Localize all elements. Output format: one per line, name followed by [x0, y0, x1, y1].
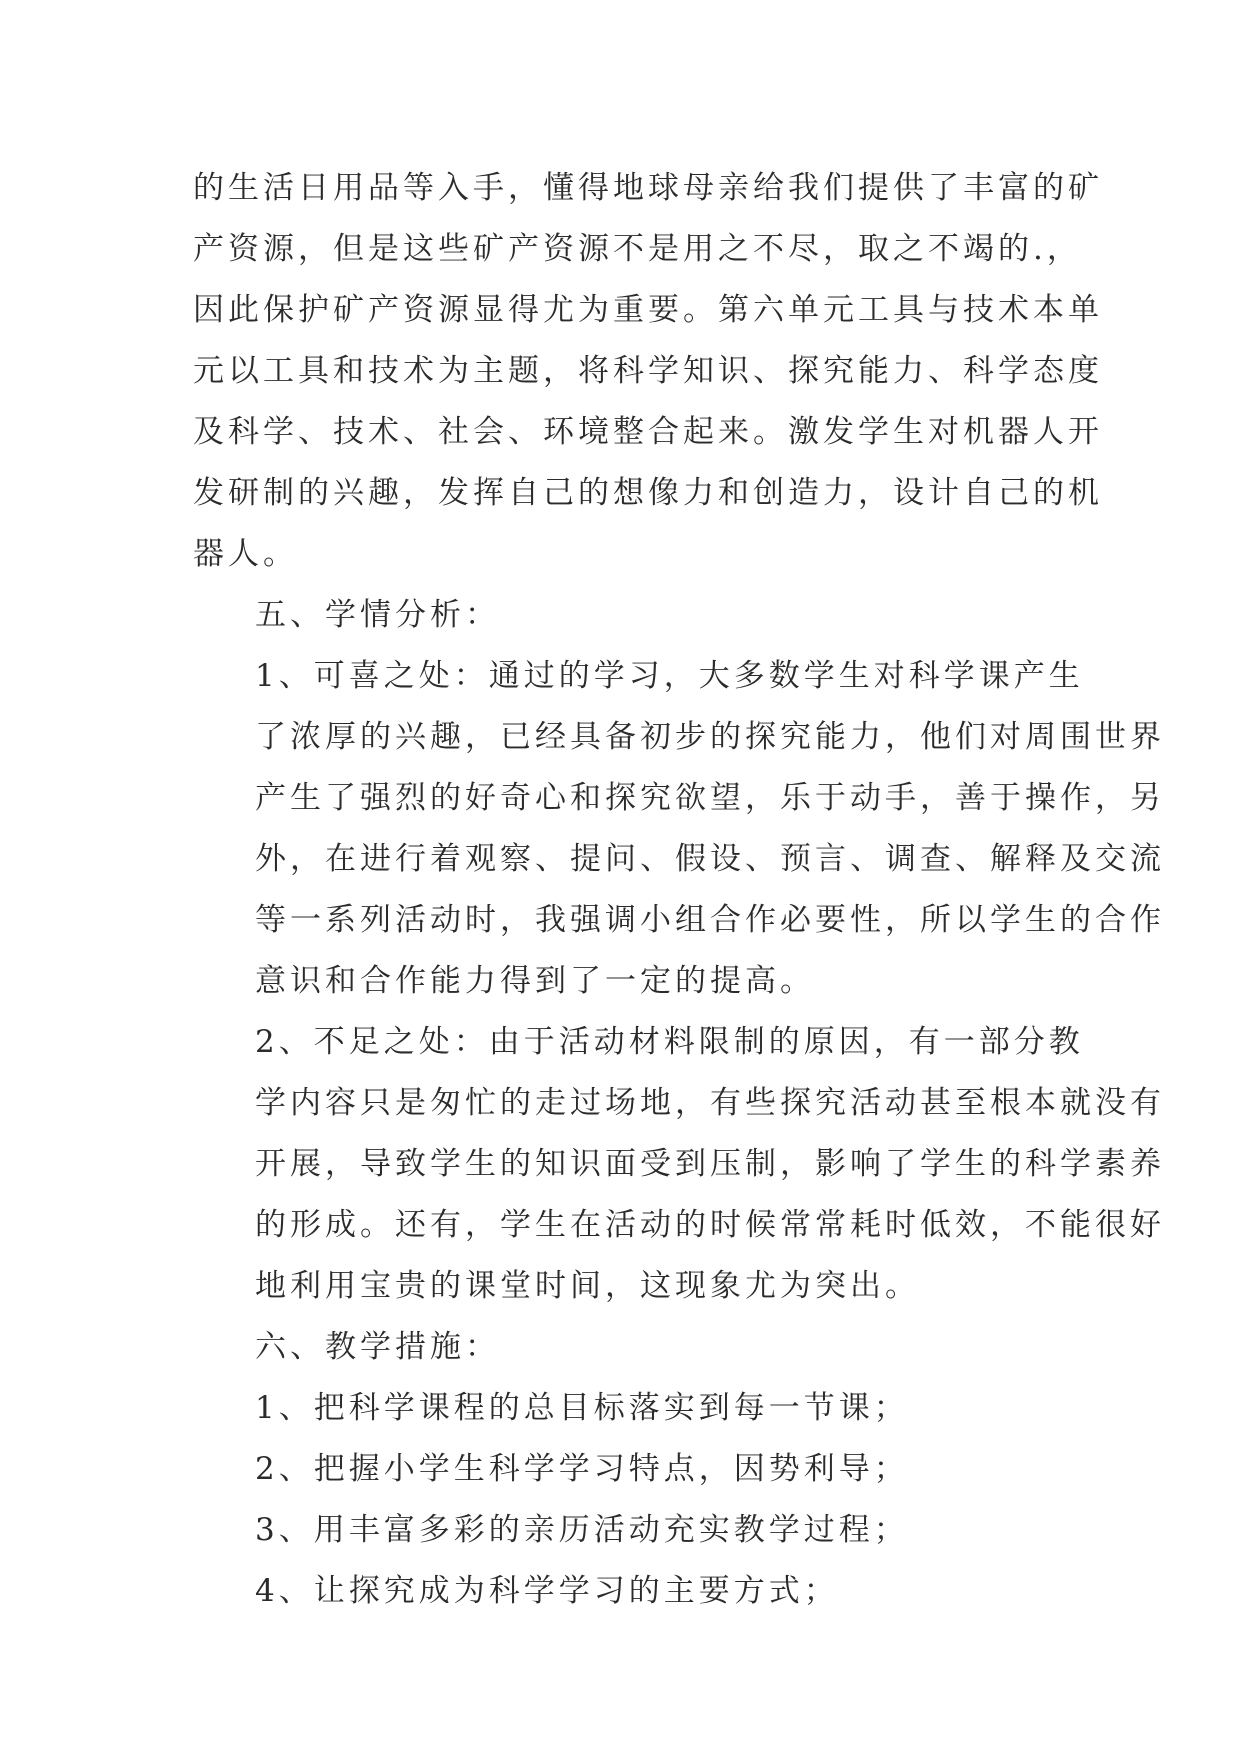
paragraph: [193, 585, 1061, 646]
text-line: 了浓厚的兴趣，已经具备初步的探究能力，他们对周围世界: [255, 719, 1165, 755]
text-line: 开展，导致学生的知识面受到压制，影响了学生的科学素养: [255, 1146, 1165, 1182]
paragraph: [193, 1317, 1061, 1378]
text-line: 元以工具和技术为主题，将科学知识、探究能力、科学态度: [193, 353, 1103, 389]
paragraph: [193, 1561, 1061, 1622]
text-line: 地利用宝贵的课堂时间，这现象尤为突出。: [255, 1268, 920, 1304]
paragraph: [193, 1439, 1061, 1500]
text-line: 学内容只是匆忙的走过场地，有些探究活动甚至根本就没有: [255, 1085, 1165, 1121]
paragraph: [193, 646, 1165, 1012]
text-line: 因此保护矿产资源显得尤为重要。第六单元工具与技术本单: [193, 292, 1103, 328]
text-line: 五、学情分析：: [255, 597, 500, 633]
paragraph: [193, 1012, 1165, 1317]
paragraph: [193, 158, 1103, 585]
document-body: [193, 158, 1165, 1622]
text-line: 产生了强烈的好奇心和探究欲望，乐于动手，善于操作，另: [255, 780, 1165, 816]
text-line: 等一系列活动时，我强调小组合作必要性，所以学生的合作: [255, 902, 1165, 938]
paragraph: [193, 1378, 1061, 1439]
text-line: 的形成。还有，学生在活动的时候常常耗时低效，不能很好: [255, 1207, 1165, 1243]
text-line: 1、可喜之处：通过的学习，大多数学生对科学课产生: [255, 658, 1084, 694]
text-line: 1、把科学课程的总目标落实到每一节课；: [255, 1390, 909, 1426]
text-line: 器人。: [193, 536, 298, 572]
text-line: 3、用丰富多彩的亲历活动充实教学过程；: [255, 1512, 909, 1548]
text-line: 发研制的兴趣，发挥自己的想像力和创造力，设计自己的机: [193, 475, 1103, 511]
text-line: 4、让探究成为科学学习的主要方式；: [255, 1573, 839, 1609]
text-line: 外，在进行着观察、提问、假设、预言、调查、解释及交流: [255, 841, 1165, 877]
paragraph: [193, 1500, 1061, 1561]
text-line: 2、把握小学生科学学习特点，因势利导；: [255, 1451, 909, 1487]
text-line: 的生活日用品等入手，懂得地球母亲给我们提供了丰富的矿: [193, 170, 1103, 206]
text-line: 2、不足之处：由于活动材料限制的原因，有一部分教: [255, 1024, 1084, 1060]
text-line: 意识和合作能力得到了一定的提高。: [255, 963, 815, 999]
text-line: 六、教学措施：: [255, 1329, 500, 1365]
text-line: 及科学、技术、社会、环境整合起来。激发学生对机器人开: [193, 414, 1103, 450]
text-line: 产资源，但是这些矿产资源不是用之不尽，取之不竭的.，: [193, 231, 1082, 267]
